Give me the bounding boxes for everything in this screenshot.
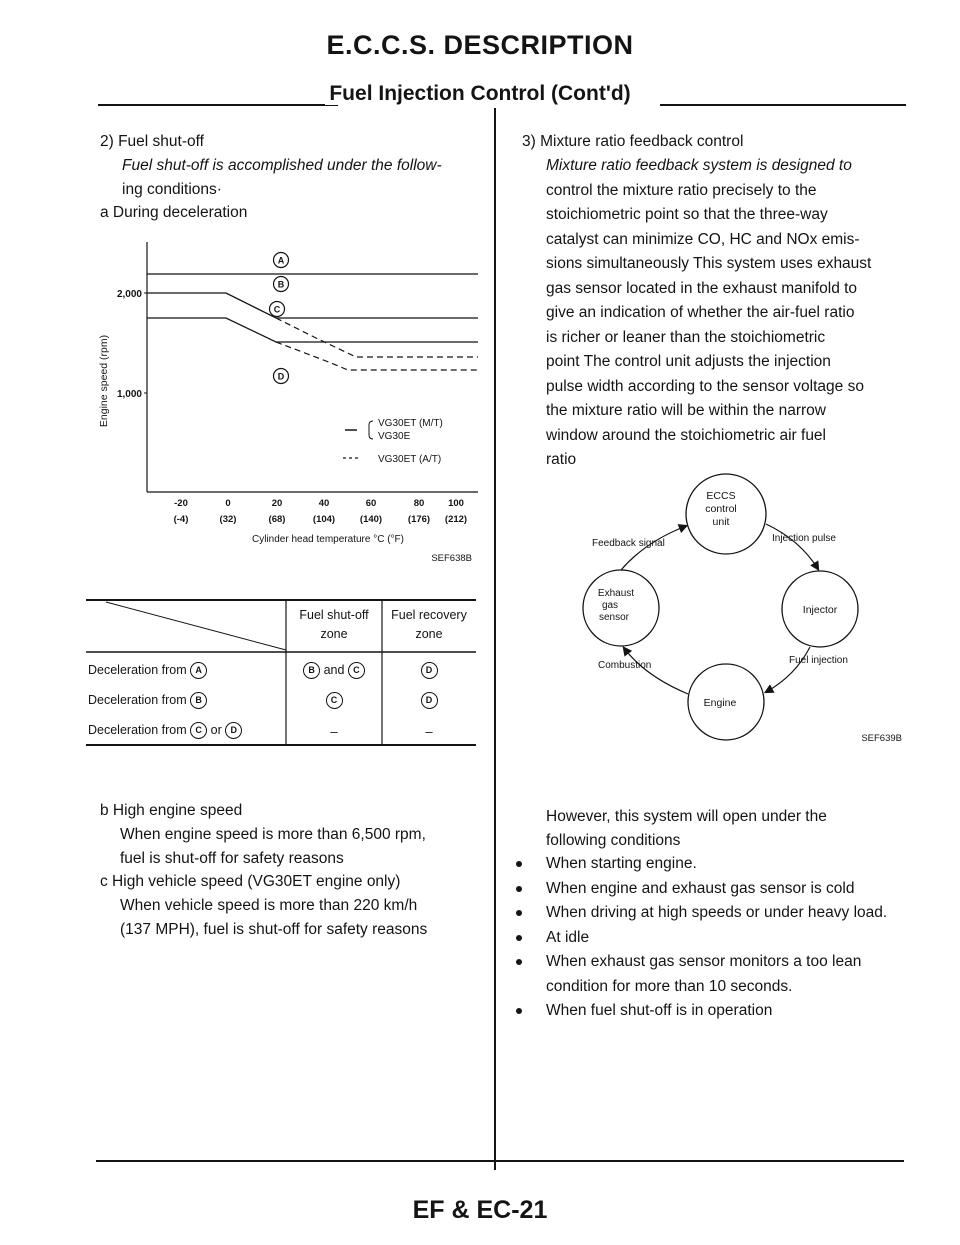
svg-text:sensor: sensor: [598, 612, 630, 623]
circle-a: A: [190, 662, 207, 679]
col-header-recovery: Fuel recovery zone: [391, 608, 467, 641]
arrow-fuel-injection: [766, 647, 810, 692]
exhaust-gas-sensor-node: [583, 570, 659, 646]
section-2-heading: 2) Fuel shut-off: [100, 133, 204, 150]
svg-text:80: 80: [413, 498, 425, 509]
curve-label-d: [274, 369, 289, 384]
svg-text:A: A: [277, 255, 285, 266]
table-row-1-recovery: D: [382, 662, 476, 680]
feedback-loop-diagram: [520, 456, 910, 756]
curve-c-dashed: [276, 342, 478, 370]
col-header-shutoff: Fuel shut-off zone: [299, 608, 369, 641]
svg-text:(68): (68): [268, 514, 286, 525]
list-item: When starting engine.: [516, 852, 900, 877]
label-combustion: Combustion: [598, 660, 652, 671]
page-title: E.C.C.S. DESCRIPTION: [326, 30, 634, 60]
engine-node: [688, 664, 764, 740]
svg-text:Engine: Engine: [703, 697, 737, 709]
y-tick-2000: 2,000: [116, 289, 142, 300]
section-2-intro-2: ing conditions·: [122, 181, 222, 198]
curve-c-line: [147, 318, 478, 342]
svg-text:(212): (212): [444, 514, 468, 525]
svg-text:Exhaust: Exhaust: [597, 588, 635, 599]
svg-text:100: 100: [448, 498, 464, 509]
label-feedback-signal: Feedback signal: [592, 538, 665, 549]
page-number: EF & EC-21: [412, 1196, 548, 1224]
curve-b-dashed: [276, 318, 478, 357]
svg-text:0: 0: [225, 498, 231, 509]
svg-text:(140): (140): [359, 514, 383, 525]
table-row-3-shutoff: –: [330, 724, 338, 739]
svg-text:(176): (176): [407, 514, 431, 525]
label-injection-pulse: Injection pulse: [772, 533, 836, 544]
subsection-b-text-2: fuel is shut-off for safety reasons: [120, 850, 344, 867]
svg-text:(32): (32): [219, 514, 237, 525]
x-ticks-f: [174, 514, 467, 525]
chart-code: SEF638B: [431, 553, 472, 564]
curve-label-a: [274, 253, 289, 268]
section-2-intro-1: Fuel shut-off is accomplished under the follow-: [122, 157, 442, 174]
curve-label-c: [270, 302, 285, 317]
svg-text:gas: gas: [601, 600, 619, 611]
header-rule-right: [660, 104, 906, 106]
legend-vg30et-mt: VG30ET (M/T): [378, 418, 443, 429]
svg-text:control: control: [705, 503, 737, 515]
legend-vg30et-at: VG30ET (A/T): [378, 454, 442, 465]
list-item: When engine and exhaust gas sensor is cold: [516, 877, 900, 902]
svg-text:Injector: Injector: [802, 604, 838, 616]
svg-text:D: D: [277, 371, 285, 382]
chart-ylabel: Engine speed (rpm): [98, 334, 110, 428]
svg-text:20: 20: [271, 498, 283, 509]
svg-text:(-4): (-4): [173, 514, 189, 525]
label-fuel-injection: Fuel injection: [789, 655, 848, 666]
table-row-2-recovery: D: [382, 692, 476, 710]
list-item: At idle: [516, 926, 900, 951]
table-row-2-shutoff: C: [286, 692, 382, 710]
section-3-body: Mixture ratio feedback system is designed to control the mixture ratio precisely to the stoichiometric point so that the three-way catalyst can minimize CO, HC and NOx emis- sions simultaneously This system uses exhaust gas sensor located in the exhaust manifold to give an indication of whether the air-fuel ratio is richer or leaner than the stoichiometric point The control unit adjusts the injection pulse width according to the sensor voltage so the mixture ratio will be within the narrow window around the stoichiometric air fuel ratio: [546, 157, 872, 468]
diagram-code: SEF639B: [861, 733, 902, 744]
subsection-c-text-2: (137 MPH), fuel is shut-off for safety reasons: [120, 921, 428, 938]
table-row-1-label: Deceleration from A: [88, 662, 207, 679]
table-row-1-shutoff: B and C: [286, 662, 382, 679]
open-loop-conditions: [516, 852, 900, 1024]
table-row-2-label: Deceleration from B: [88, 692, 207, 709]
svg-text:(104): (104): [312, 514, 336, 525]
eccs-control-unit-node: [686, 474, 766, 554]
subsection-b-heading: b High engine speed: [100, 802, 243, 819]
header-diagonal: [106, 602, 286, 650]
curve-label-b: [274, 277, 289, 292]
injector-node: [782, 571, 858, 647]
svg-text:unit: unit: [712, 516, 730, 528]
arrow-injection-pulse: [766, 524, 818, 569]
footer-rule: [96, 1160, 904, 1162]
subsection-a-heading: a During deceleration: [100, 204, 248, 221]
table-row-3-label: Deceleration from C or D: [88, 722, 242, 739]
list-item: When fuel shut-off is in operation: [516, 999, 900, 1024]
curve-b-line: [147, 293, 478, 318]
however-text-1: However, this system will open under the: [546, 808, 827, 825]
section-3-heading: 3) Mixture ratio feedback control: [522, 133, 744, 150]
subsection-c-heading: c High vehicle speed (VG30ET engine only): [100, 873, 401, 890]
svg-text:ECCS: ECCS: [706, 490, 736, 502]
subsection-c-text-1: When vehicle speed is more than 220 km/h: [120, 897, 418, 914]
y-tick-1000: 1,000: [116, 389, 142, 400]
column-divider: [494, 108, 496, 1170]
table-row-3-recovery: –: [425, 724, 433, 739]
list-item: When driving at high speeds or under heavy load.: [516, 901, 900, 926]
svg-text:60: 60: [365, 498, 377, 509]
x-ticks-c: [174, 498, 464, 509]
svg-text:C: C: [273, 304, 281, 315]
legend-vg30e: VG30E: [378, 431, 411, 442]
list-item: When exhaust gas sensor monitors a too lean condition for more than 10 seconds.: [516, 950, 900, 999]
svg-text:40: 40: [318, 498, 330, 509]
fuel-shutoff-chart: [86, 226, 486, 571]
svg-text:-20: -20: [174, 498, 188, 509]
section-subtitle: Fuel Injection Control (Cont'd): [0, 82, 960, 106]
arrow-combustion: [624, 648, 688, 694]
chart-xlabel: Cylinder head temperature °C (°F): [252, 534, 404, 545]
subsection-b-text-1: When engine speed is more than 6,500 rpm,: [120, 826, 426, 843]
svg-text:B: B: [277, 279, 285, 290]
however-text-2: following conditions: [546, 832, 681, 849]
circle-b: B: [190, 692, 207, 709]
